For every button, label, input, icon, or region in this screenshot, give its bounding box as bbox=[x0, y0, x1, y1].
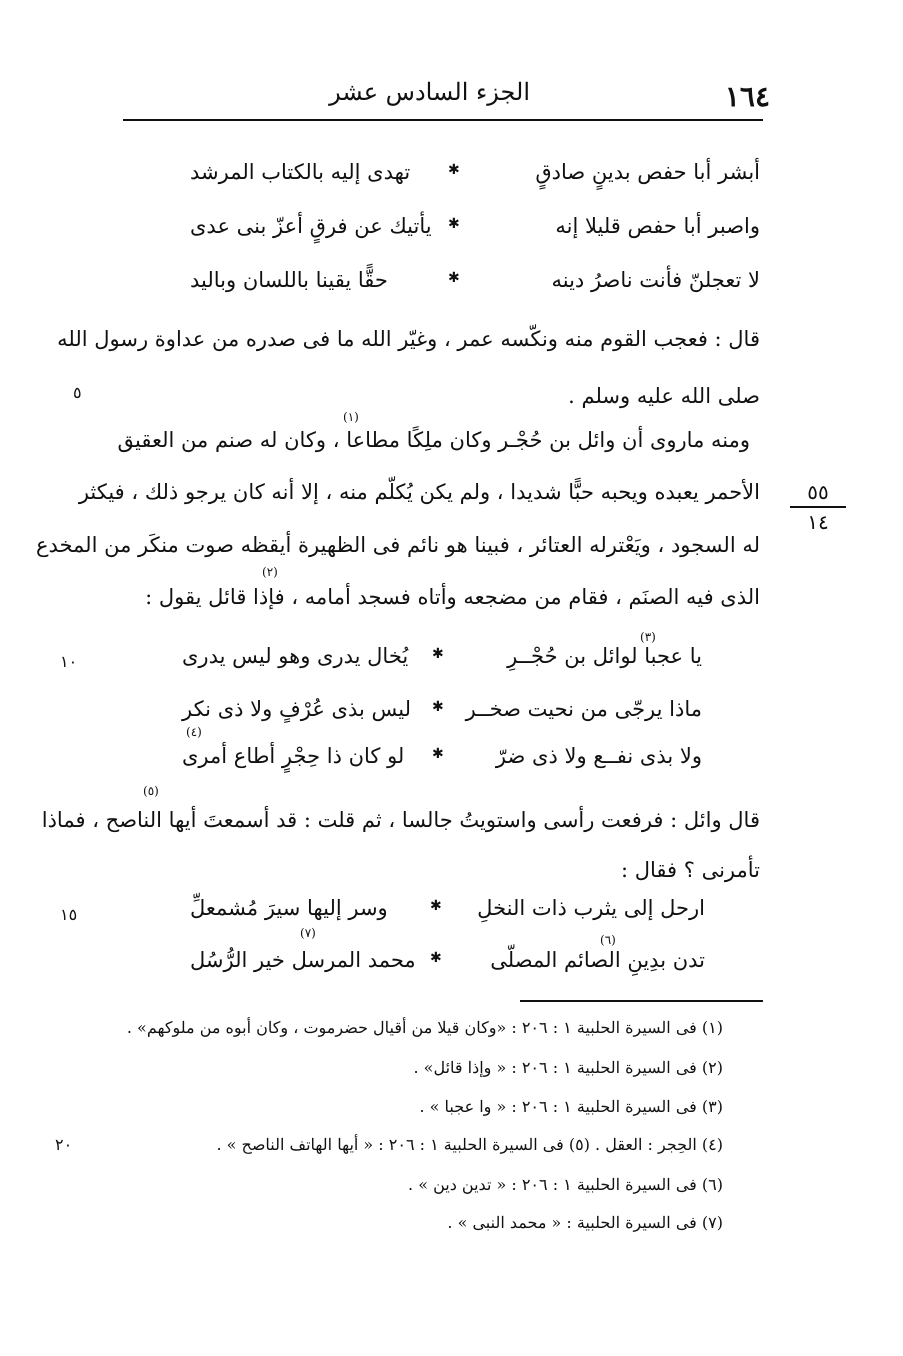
paragraph-line: ومنه ماروى أن وائل بن حُجْـر وكان ملِكًا مطاعا ، وكان له صنم من العقيق bbox=[117, 428, 750, 452]
verse-first-hemistich: ارحل إلى يثرب ذات النخلِ bbox=[477, 896, 705, 920]
paragraph-line: الأحمر يعبده ويحبه حبًّا شديدا ، ولم يكن يُكلّم منه ، إلا أنه كان يرجو ذلك ، فيكثر bbox=[78, 480, 760, 504]
paragraph-line: تأمرنى ؟ فقال : bbox=[621, 858, 760, 882]
fraction-bar bbox=[790, 506, 846, 508]
verse-first-hemistich: أبشر أبا حفص بدينٍ صادقٍ bbox=[535, 160, 760, 184]
verse-first-hemistich: ولا بذى نفــع ولا ذى ضرّ bbox=[495, 744, 702, 768]
verse-separator: ✱ bbox=[430, 950, 442, 966]
verse bbox=[190, 896, 705, 936]
footnote: (٣) فى السيرة الحلبية ١ : ٢٠٦ : « وا عجبا » . bbox=[419, 1097, 723, 1116]
verse-second-hemistich: وسر إليها سيرَ مُشمعلِّ bbox=[190, 896, 388, 920]
verse-first-hemistich: ماذا يرجّى من نحيت صخــر bbox=[465, 697, 702, 721]
verse-separator: ✱ bbox=[430, 898, 442, 914]
paragraph-line: له السجود ، ويَعْترله العتائر ، فبينا هو نائم فى الظهيرة أيقظه صوت منكَر من المخدع bbox=[35, 533, 760, 557]
running-head: الجزء السادس عشر bbox=[329, 78, 530, 106]
footnote-marker: (٣) bbox=[640, 630, 656, 644]
footnote: (٢) فى السيرة الحلبية ١ : ٢٠٦ : « وإذا قائل» . bbox=[413, 1058, 723, 1077]
footnote: (٤) الحِجر : العقل . (٥) فى السيرة الحلبية ١ : ٢٠٦ : « أيها الهاتف الناصح » . bbox=[216, 1135, 723, 1154]
verse bbox=[190, 268, 760, 308]
paragraph-line: قال : فعجب القوم منه ونكّسه عمر ، وغيّر الله ما فى صدره من عداوة رسول الله bbox=[57, 327, 760, 351]
margin-line-number: ٥ bbox=[73, 383, 82, 402]
verse-separator: ✱ bbox=[432, 646, 444, 662]
verse-separator: ✱ bbox=[448, 162, 460, 178]
fraction-denominator: ١٤ bbox=[807, 510, 829, 534]
verse-second-hemistich: محمد المرسل خير الرُّسُل bbox=[190, 948, 416, 972]
footnote: (٧) فى السيرة الحلبية : « محمد النبى » . bbox=[447, 1213, 723, 1232]
paragraph-line: الذى فيه الصنَم ، فقام من مضجعه وأتاه فسجد أمامه ، فإذا قائل يقول : bbox=[145, 585, 760, 609]
verse-second-hemistich: يُخال يدرى وهو ليس يدرى bbox=[182, 644, 409, 668]
footnote-marker: (٢) bbox=[262, 565, 278, 579]
verse-separator: ✱ bbox=[432, 699, 444, 715]
footnote-marker: (٦) bbox=[600, 933, 616, 947]
verse bbox=[190, 160, 760, 200]
margin-line-number: ١٠ bbox=[60, 652, 78, 671]
verse bbox=[182, 644, 702, 684]
footnote: (٦) فى السيرة الحلبية ١ : ٢٠٦ : « تدين دين » . bbox=[408, 1175, 723, 1194]
verse-second-hemistich: لو كان ذا حِجْرٍ أطاع أمرى bbox=[182, 744, 405, 768]
verse-separator: ✱ bbox=[448, 270, 460, 286]
verse bbox=[190, 948, 705, 988]
verse-first-hemistich: واصبر أبا حفص قليلا إنه bbox=[555, 214, 760, 238]
paragraph-line: صلى الله عليه وسلم . bbox=[568, 384, 760, 408]
verse-first-hemistich: يا عجبا لوائل بن حُجْــرِ bbox=[507, 644, 702, 668]
margin-line-number: ١٥ bbox=[60, 905, 78, 924]
verse-first-hemistich: تدن بدِينِ الصائم المصلّى bbox=[490, 948, 705, 972]
verse-second-hemistich: حقًّا يقينا باللسان وباليد bbox=[190, 268, 388, 292]
footnote: (١) فى السيرة الحلبية ١ : ٢٠٦ : «وكان قيلا من أقيال حضرموت ، وكان أبوه من ملوكهم» . bbox=[126, 1018, 723, 1037]
page-number: ١٦٤ bbox=[724, 80, 770, 113]
footnote-separator bbox=[520, 1000, 763, 1002]
verse bbox=[182, 697, 702, 737]
fraction-numerator: ٥٥ bbox=[807, 480, 829, 504]
footnote-marker: (١) bbox=[343, 410, 359, 424]
footnote-marker: (٧) bbox=[300, 926, 316, 940]
header-rule bbox=[123, 119, 763, 121]
verse bbox=[190, 214, 760, 254]
verse bbox=[182, 744, 702, 784]
paragraph-line: قال وائل : فرفعت رأسى واستويتُ جالسا ، ثم قلت : قد أسمعتَ أيها الناصح ، فماذا bbox=[41, 808, 760, 832]
footnote-marker: (٥) bbox=[143, 784, 159, 798]
verse-second-hemistich: تهدى إليه بالكتاب المرشد bbox=[190, 160, 411, 184]
verse-separator: ✱ bbox=[448, 216, 460, 232]
margin-line-number: ٢٠ bbox=[55, 1135, 73, 1154]
margin-fraction bbox=[790, 480, 846, 534]
verse-second-hemistich: يأتيك عن فرقٍ أعزّ بنى عدى bbox=[190, 214, 432, 238]
verse-first-hemistich: لا تعجلنّ فأنت ناصرُ دينه bbox=[551, 268, 760, 292]
verse-second-hemistich: ليس بذى عُرْفٍ ولا ذى نكر bbox=[182, 697, 412, 721]
footnote-marker: (٤) bbox=[186, 725, 202, 739]
verse-separator: ✱ bbox=[432, 746, 444, 762]
